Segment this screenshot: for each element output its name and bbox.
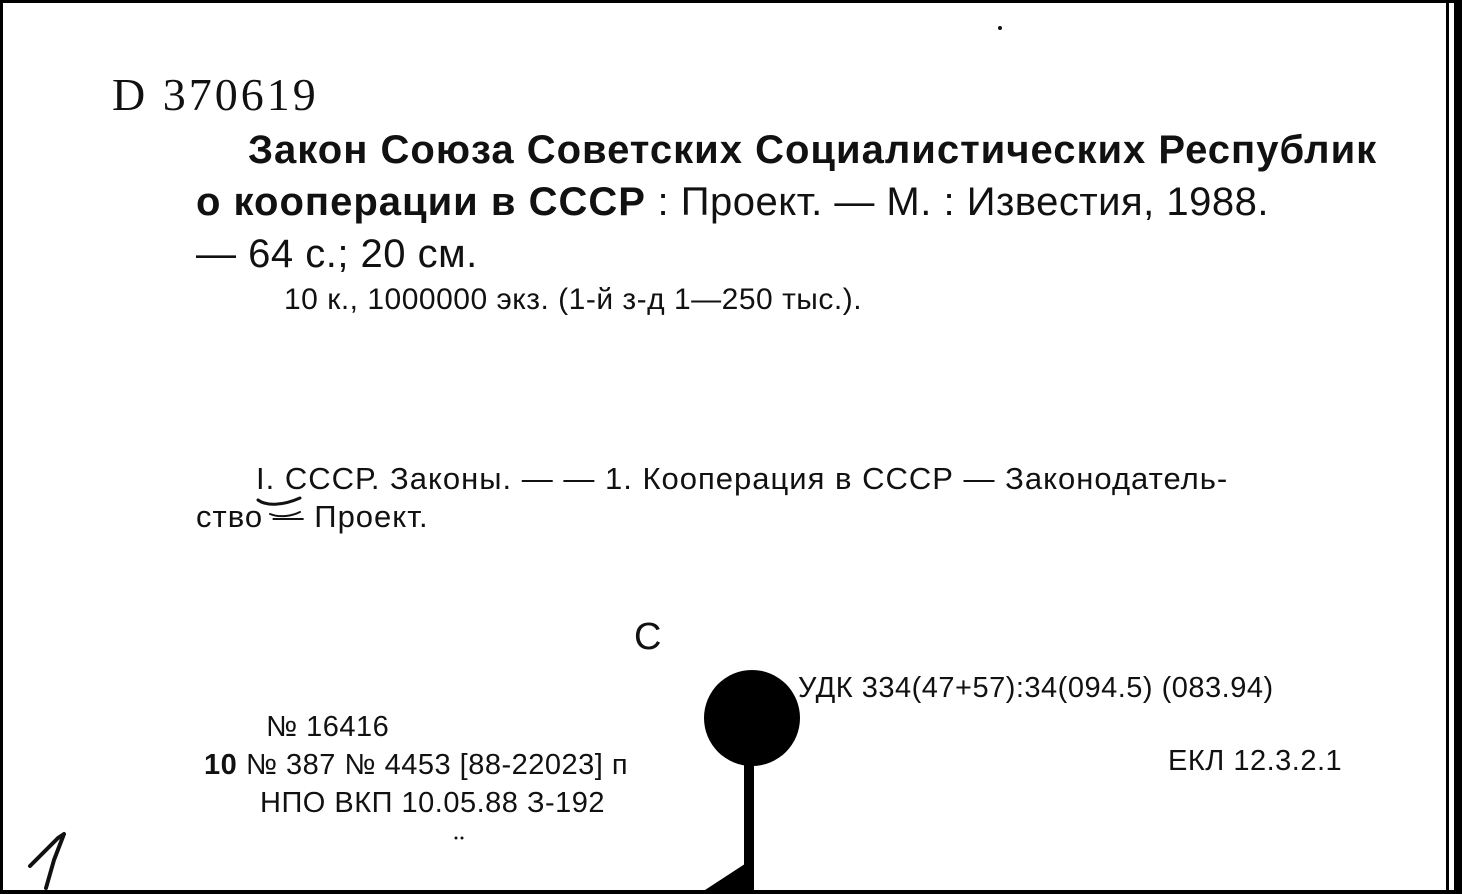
price-line: 10 к., 1000000 экз. (1-й з-д 1—250 тыс.). xyxy=(284,283,863,316)
number-line-1: № 16416 xyxy=(266,711,390,743)
extent-line: — 64 с.; 20 см. xyxy=(196,232,478,276)
title-line-2-bold: о кооперации в СССР xyxy=(196,180,646,224)
udc-code: УДК 334(47+57):34(094.5) (083.94) xyxy=(798,672,1274,704)
number-line-2-bold: 10 xyxy=(204,749,238,781)
tracing-line-1: I. СССР. Законы. — — 1. Кооперация в СССР — Законодатель- xyxy=(256,461,1229,496)
classification-letter: С xyxy=(634,616,662,658)
tracing-line-2: ство — Проект. xyxy=(196,499,429,534)
number-line-3: НПО ВКП 10.05.88 З-192 xyxy=(260,787,606,819)
title-line-1: Закон Союза Советских Социалистических Республик xyxy=(248,128,1378,172)
call-number: D 370619 xyxy=(112,69,319,120)
imprint: : Проект. — М. : Известия, 1988. xyxy=(645,180,1269,224)
number-line-2: № 387 № 4453 [88-22023] п xyxy=(237,749,629,781)
ekl-code: ЕКЛ 12.3.2.1 xyxy=(1168,745,1343,777)
